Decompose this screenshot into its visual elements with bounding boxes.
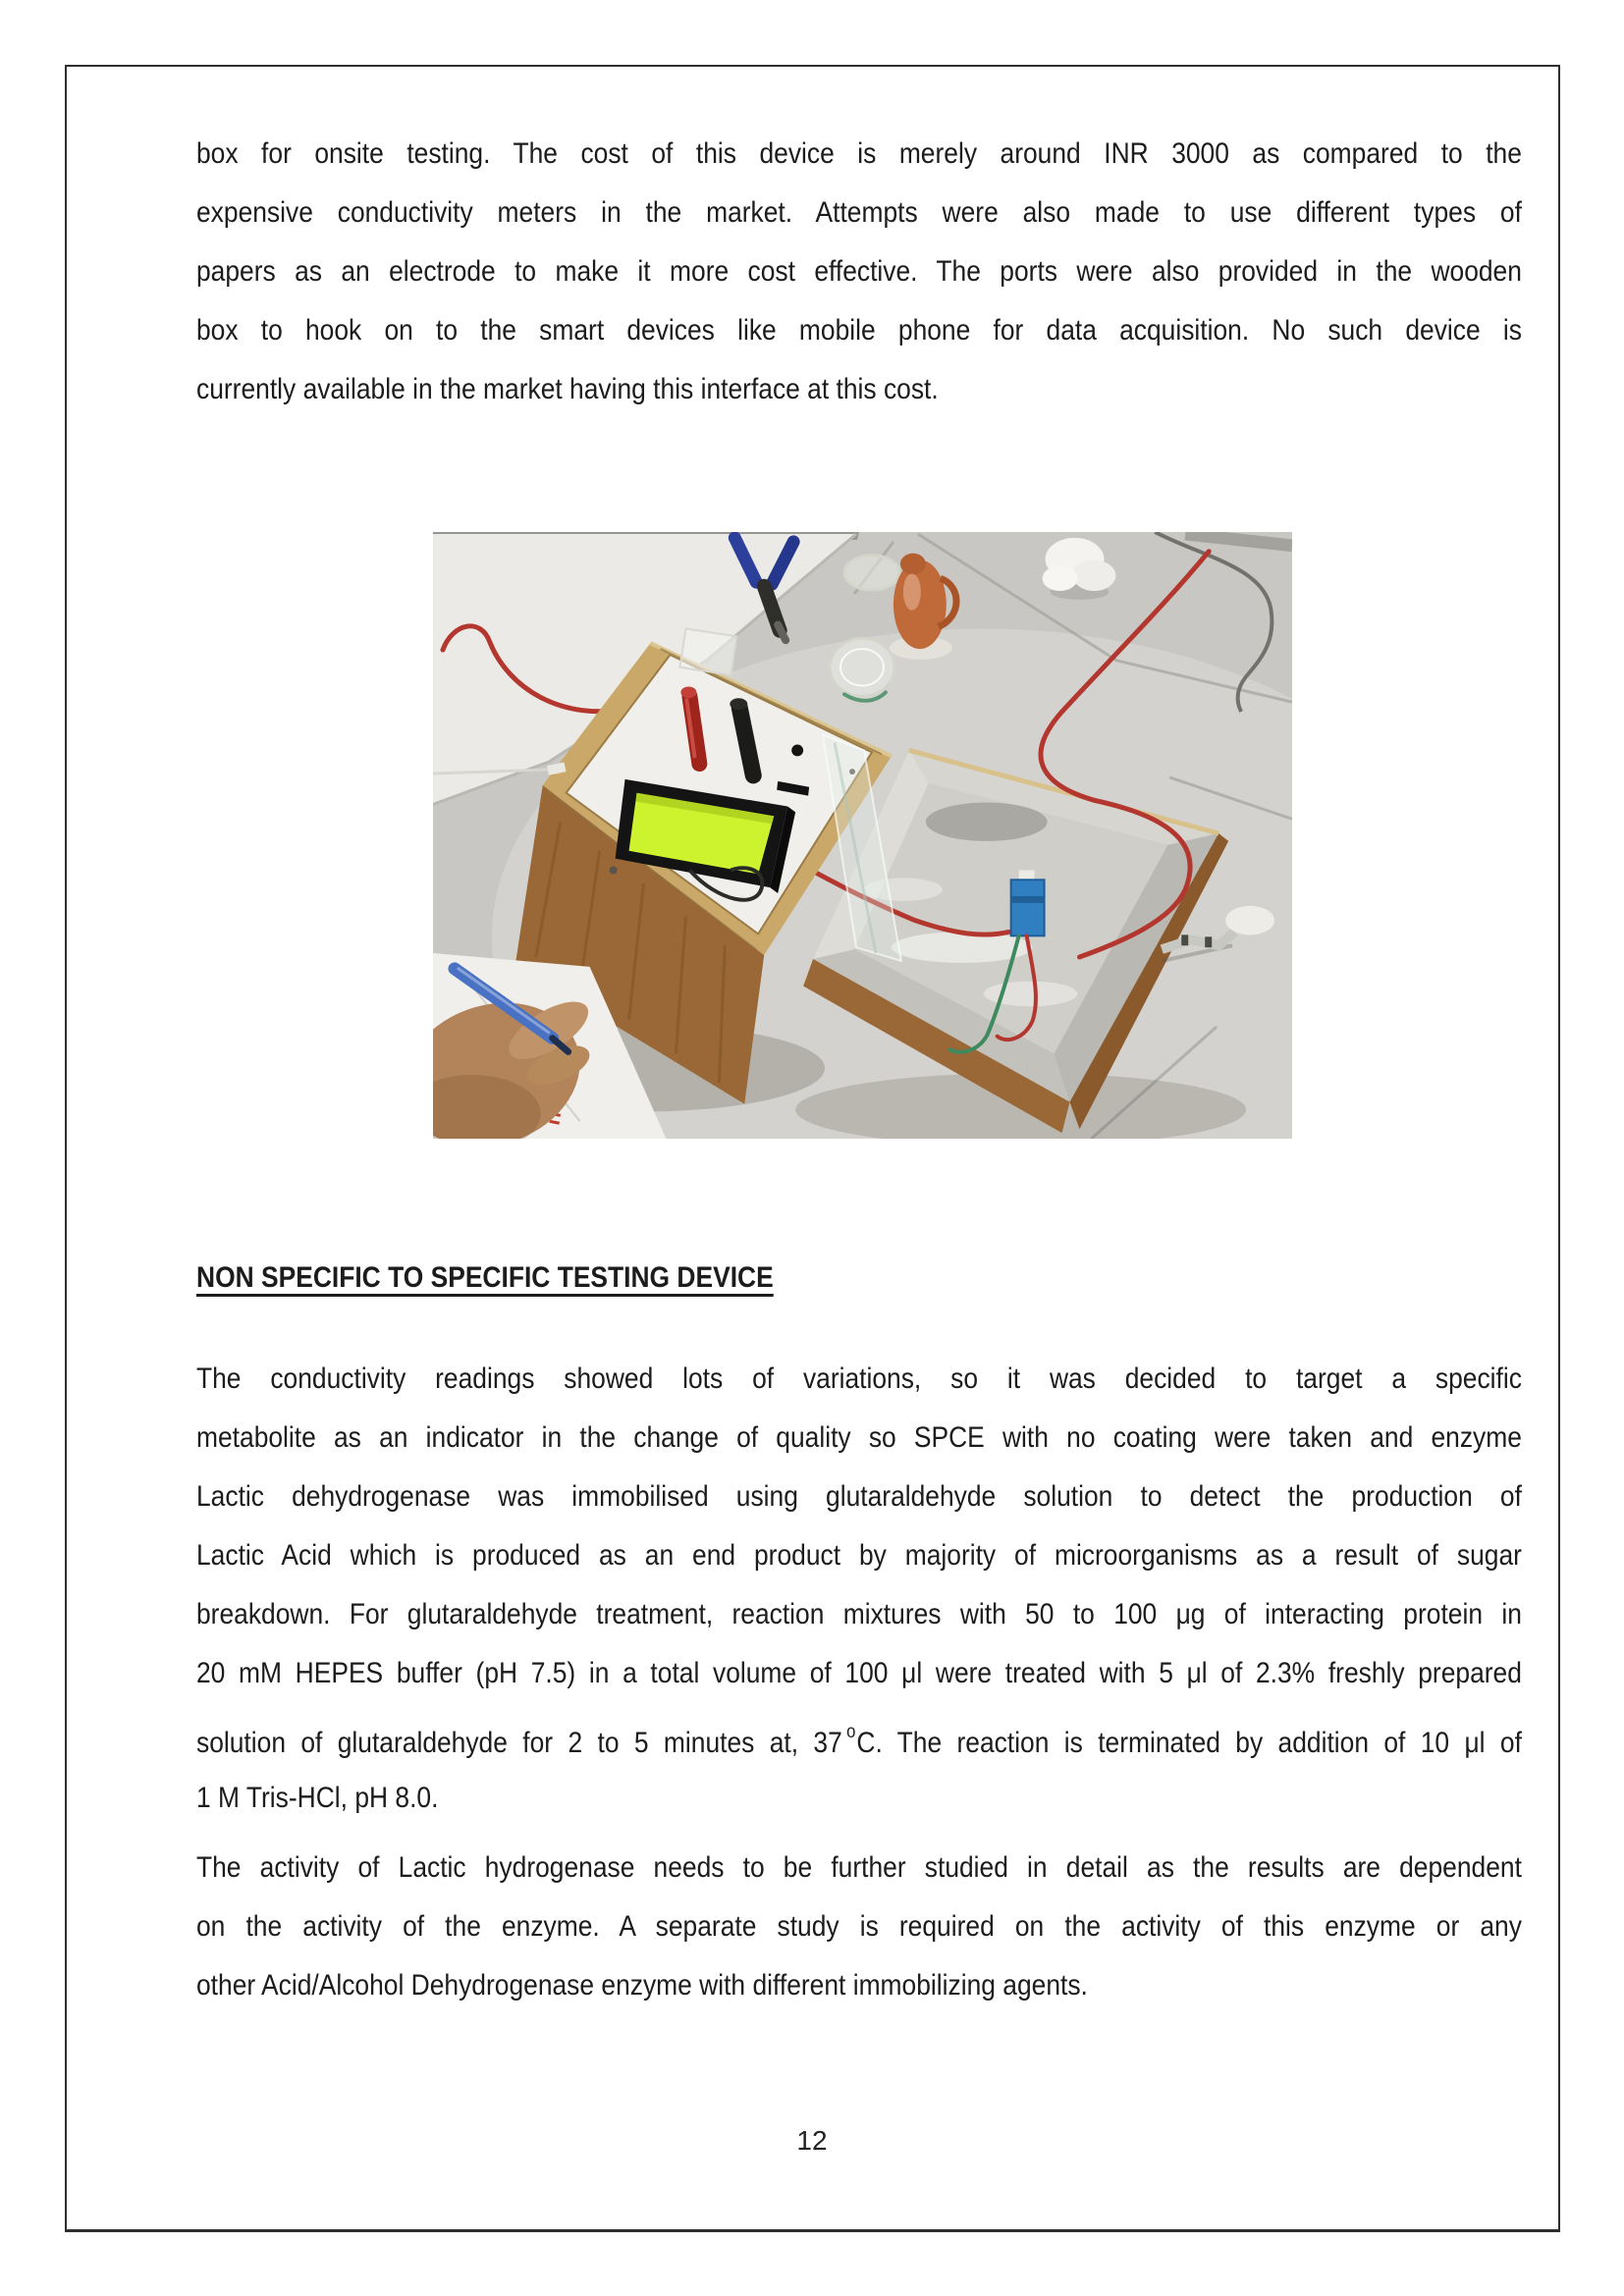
paragraph-text: 1 M Tris-HCl, pH 8.0.	[196, 1782, 439, 1814]
degree-superscript: o	[846, 1722, 856, 1742]
paragraph-line: box to hook on to the smart devices like mobile phone for data acquisition. No such device is	[196, 314, 1522, 347]
paragraph-line: papers as an electrode to make it more cost effective. The ports were also provided in the wooden	[196, 255, 1522, 288]
tray-wet-patch	[926, 803, 1048, 841]
sensor-band	[1011, 896, 1045, 903]
paragraph-line: Lactic Acid which is produced as an end product by majority of microorganisms as a result of sugar	[196, 1539, 1522, 1572]
paragraph-line: 20 mM HEPES buffer (pH 7.5) in a total volume of 100 μl were treated with 5 μl of 2.3% freshly prepared	[196, 1657, 1522, 1689]
paragraph-method	[196, 1350, 1522, 1703]
device-photo-svg	[433, 532, 1292, 1139]
paragraph-conclusion	[196, 1839, 1522, 1956]
paragraph-text: currently available in the market having this interface at this cost.	[196, 373, 939, 405]
paragraph-line: box for onsite testing. The cost of this device is merely around INR 3000 as compared to the	[196, 137, 1522, 170]
paragraph-line: The activity of Lactic hydrogenase needs to be further studied in detail as the results are dependent	[196, 1851, 1522, 1884]
paragraph-line: Lactic dehydrogenase was immobilised using glutaraldehyde solution to detect the production of	[196, 1480, 1522, 1513]
paragraph-intro-lastline	[196, 360, 1522, 419]
white-connector	[1225, 906, 1274, 935]
paragraph-method-lastline	[196, 1769, 1522, 1828]
section-heading: NON SPECIFIC TO SPECIFIC TESTING DEVICE	[196, 1261, 774, 1294]
toggle-stub	[791, 744, 803, 756]
paragraph-line: on the activity of the enzyme. A separate study is required on the activity of this enzyme or any	[196, 1910, 1522, 1943]
paragraph-conclusion-lastline	[196, 1956, 1522, 2015]
paragraph-text: solution of glutaraldehyde for 2 to 5 minutes at, 37	[196, 1727, 842, 1759]
device-photograph	[433, 532, 1292, 1139]
paragraph-text: other Acid/Alcohol Dehydrogenase enzyme with different immobilizing agents.	[196, 1969, 1088, 2002]
paragraph-intro	[196, 125, 1522, 360]
paragraph-line: expensive conductivity meters in the market. Attempts were also made to use different types of	[196, 196, 1522, 229]
paragraph-line: breakdown. For glutaraldehyde treatment, reaction mixtures with 50 to 100 μg of interacting protein in	[196, 1598, 1522, 1630]
paragraph-line: The conductivity readings showed lots of variations, so it was decided to target a specific	[196, 1362, 1522, 1395]
petri-dish	[830, 638, 894, 696]
petri-dish	[844, 556, 899, 590]
paragraph-method-supline	[196, 1703, 1522, 1773]
page-number: 12	[796, 2125, 828, 2156]
paragraph-text: C. The reaction is terminated by addition of 10 μl of	[856, 1727, 1522, 1759]
glass-piece-on-rim	[679, 628, 736, 674]
paragraph-line: metabolite as an indicator in the change of quality so SPCE with no coating were taken and enzyme	[196, 1421, 1522, 1454]
panel-screw	[610, 866, 618, 874]
sensor-body	[1011, 880, 1045, 935]
